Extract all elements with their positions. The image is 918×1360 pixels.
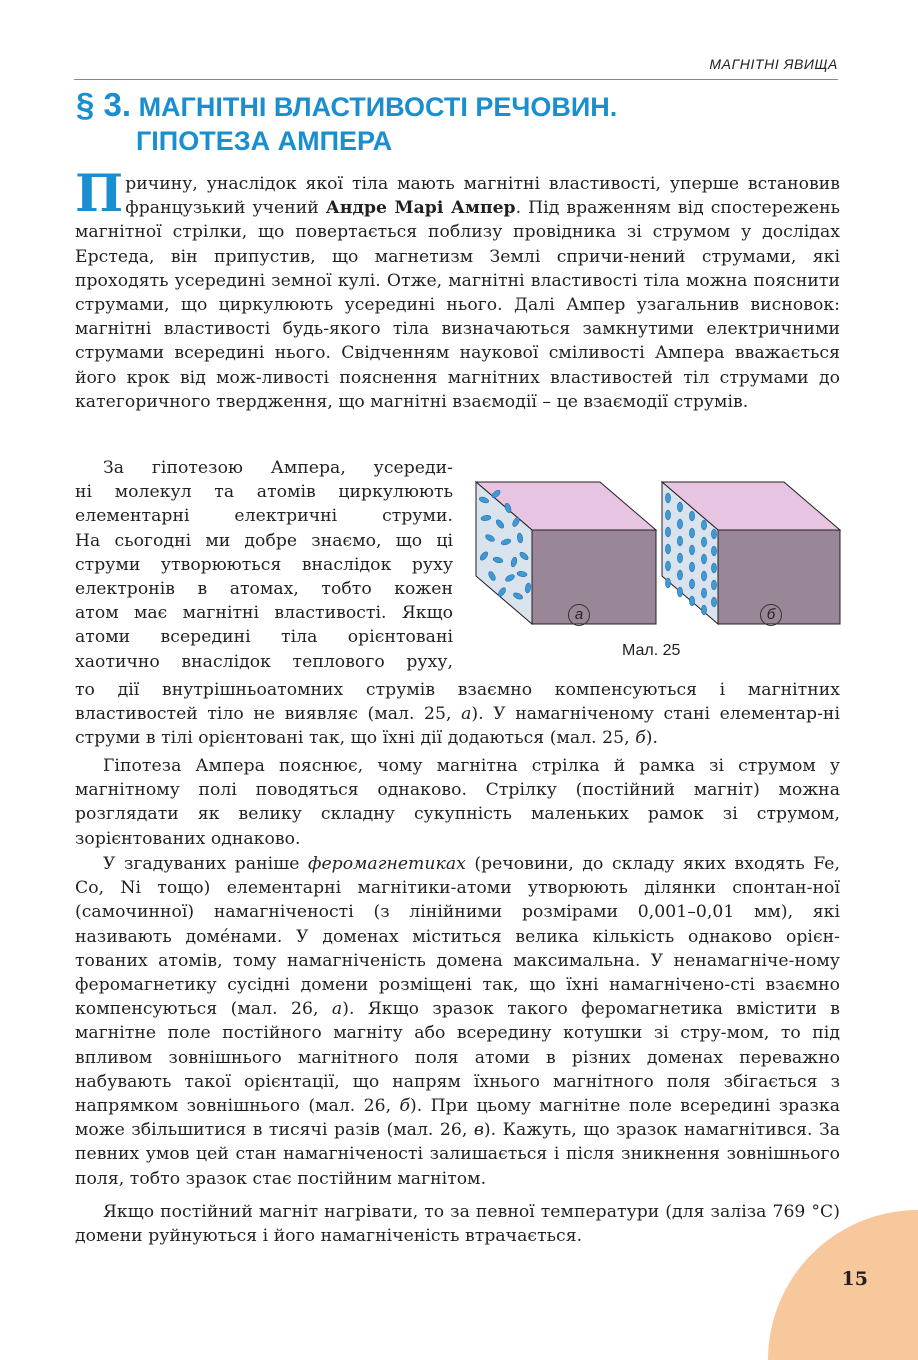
dipole-aligned xyxy=(711,529,716,539)
section-title-line2: ГІПОТЕЗА АМПЕРА xyxy=(136,126,393,156)
dipole-aligned xyxy=(677,519,682,529)
domain-blocks-illustration xyxy=(470,478,842,638)
figure-caption: Мал. 25 xyxy=(622,642,681,659)
hypothesis-line: елементарні електричні струми. xyxy=(75,506,453,527)
dipole-aligned xyxy=(711,580,716,590)
block-a-front xyxy=(532,530,656,624)
figure-ref-a: а xyxy=(331,999,343,1020)
dipole-aligned xyxy=(689,562,694,572)
ferro-text: ). Якщо зразок такого феромагнетика вмістити в магнітне поле постійного магніту або всередину котушки зі стру-мом, то під впливом зовнішнього магнітного поля атоми в різних доменах переважно набувають такої орієнтації, що напрям їхнього магнітного поля збігається з напрямком зовнішнього (мал. 26, xyxy=(75,999,840,1117)
dipole-aligned xyxy=(701,605,706,615)
continuation-text: то дії внутрішньоатомних струмів взаємно компенсуються і магнітних властивостей тіло не виявляє (мал. 25, xyxy=(75,680,840,725)
hypothesis-line: На сьогодні ми добре знаємо, що ці xyxy=(75,530,453,551)
figure-label-a: а xyxy=(568,604,590,626)
ferromagnet-paragraph xyxy=(75,852,840,1191)
ferro-text: (речовини, до складу яких входять Fe, Co, Ni тощо) елементарні магнітики-атоми утворюють ділянки спонтан-ної (самочинної) намагніченості (з лінійними розмірами 0,001–0,01 мм), які називають домéнами. У доменах міститься велика кількість однаково орієн-тованих атомів, тому намагніченість домена максимальна. У ненамагніче-ному феромагнетику сусідні домени розміщені так, що їхні намагнічено-сті взаємно компенсуються (мал. 26, xyxy=(75,854,840,1020)
ferro-text: У згадуваних раніше xyxy=(103,854,308,874)
intro-text: ричину, унаслідок якої тіла мають магнітні властивості, уперше встановив французький учений xyxy=(125,174,840,219)
ferro-text: ). При цьому магнітне поле всередині зразка може збільшитися в тисячі разів (мал. 26, xyxy=(75,1096,841,1141)
dipole-aligned xyxy=(665,527,670,537)
hypothesis-line: струми утворюються внаслідок руху xyxy=(75,554,453,575)
dipole-aligned xyxy=(711,597,716,607)
dipole-aligned xyxy=(665,561,670,571)
ferromagnet-term: феромагнетиках xyxy=(307,854,466,874)
hypothesis-line: електронів в атомах, тобто кожен xyxy=(75,579,453,600)
dipole-aligned xyxy=(701,571,706,581)
frame-paragraph: Гіпотеза Ампера пояснює, чому магнітна стрілка й рамка зі струмом у магнітному полі поводяться однаково. Стрілку (постійний магніт) можна розглядати як велику складну сукупність маленьких рамок зі струмом, зорієнтованих однаково. xyxy=(75,756,840,849)
dipole-aligned xyxy=(677,536,682,546)
dipole-aligned xyxy=(677,587,682,597)
hypothesis-line: хаотично внаслідок теплового руху, xyxy=(75,651,453,672)
heating-paragraph: Якщо постійний магніт нагрівати, то за певної температури (для заліза 769 °С) домени руйнуються і його намагніченість втрачається. xyxy=(75,1202,840,1247)
dipole-aligned xyxy=(711,546,716,556)
intro-paragraph xyxy=(75,164,840,414)
header-rule xyxy=(74,79,838,80)
figure-ref-c: в xyxy=(473,1120,484,1141)
drop-cap: П xyxy=(75,164,124,224)
figure-ref-b: б xyxy=(399,1096,411,1117)
dipole-aligned xyxy=(665,510,670,520)
dipole-aligned xyxy=(711,563,716,573)
ferro-text: ). Кажуть, що зразок намагнітився. За певних умов цей стан намагніченості залишається і після зникнення зовнішнього поля, тобто зразок стає постійним магнітом. xyxy=(75,1120,840,1189)
dipole-aligned xyxy=(665,493,670,503)
hypothesis-column xyxy=(75,456,453,674)
hypothesis-line: За гіпотезою Ампера, усереди- xyxy=(103,458,453,478)
figure-label-b: б xyxy=(760,604,782,626)
hypothesis-continuation xyxy=(75,678,840,751)
dipole-aligned xyxy=(689,596,694,606)
dipole-aligned xyxy=(677,553,682,563)
ampere-name: Андре Марі Ампер xyxy=(325,198,516,219)
figure-ref-b: б xyxy=(635,728,646,749)
dipole-aligned xyxy=(677,502,682,512)
dipole-aligned xyxy=(701,520,706,530)
running-head: МАГНІТНІ ЯВИЩА xyxy=(709,56,838,72)
dipole-aligned xyxy=(689,511,694,521)
dipole-aligned xyxy=(677,570,682,580)
dipole-aligned xyxy=(701,588,706,598)
dipole-aligned xyxy=(665,578,670,588)
hypothesis-line: атом має магнітні властивості. Якщо xyxy=(75,603,453,624)
dipole-aligned xyxy=(665,544,670,554)
hypothesis-line: атоми всередині тіла орієнтовані xyxy=(75,627,453,648)
dipole-aligned xyxy=(689,528,694,538)
dipole-aligned xyxy=(701,554,706,564)
continuation-text: ). У намагніченому стані елементар-ні струми в тілі орієнтовані так, що їхні дії додаються (мал. 25, xyxy=(75,704,840,749)
dipole-aligned xyxy=(701,537,706,547)
hypothesis-line: ні молекул та атомів циркулюють xyxy=(75,482,453,503)
section-title-line1: МАГНІТНІ ВЛАСТИВОСТІ РЕЧОВИН. xyxy=(138,92,618,122)
continuation-text: ). xyxy=(645,728,659,749)
intro-text-cont: . Під враженням від спостережень магнітної стрілки, що повертається поблизу провідника зі струмом у дослідах Ерстеда, він припустив, що магнетизм Землі спричи-нений струмами, які проходять усередині земної кулі. Отже, магнітні властивості тіла можна пояснити струмами, що циркулюють усередині нього. Далі Ампер узагальнив висновок: магнітні властивості будь-якого тіла визначаються замкнутими електричними струмами всередині нього. Свідченням наукової сміливості Ампера вважається його крок від мож-ливості пояснення магнітних властивостей тіл струмами до категоричного твердження, що магнітні взаємодії – це взаємодії струмів. xyxy=(75,198,840,412)
section-title xyxy=(76,88,617,158)
page-number: 15 xyxy=(841,1268,868,1290)
section-number: § 3. xyxy=(76,86,132,123)
dipole-aligned xyxy=(689,579,694,589)
dipole-aligned xyxy=(689,545,694,555)
figure-ref-a: а xyxy=(461,704,472,725)
